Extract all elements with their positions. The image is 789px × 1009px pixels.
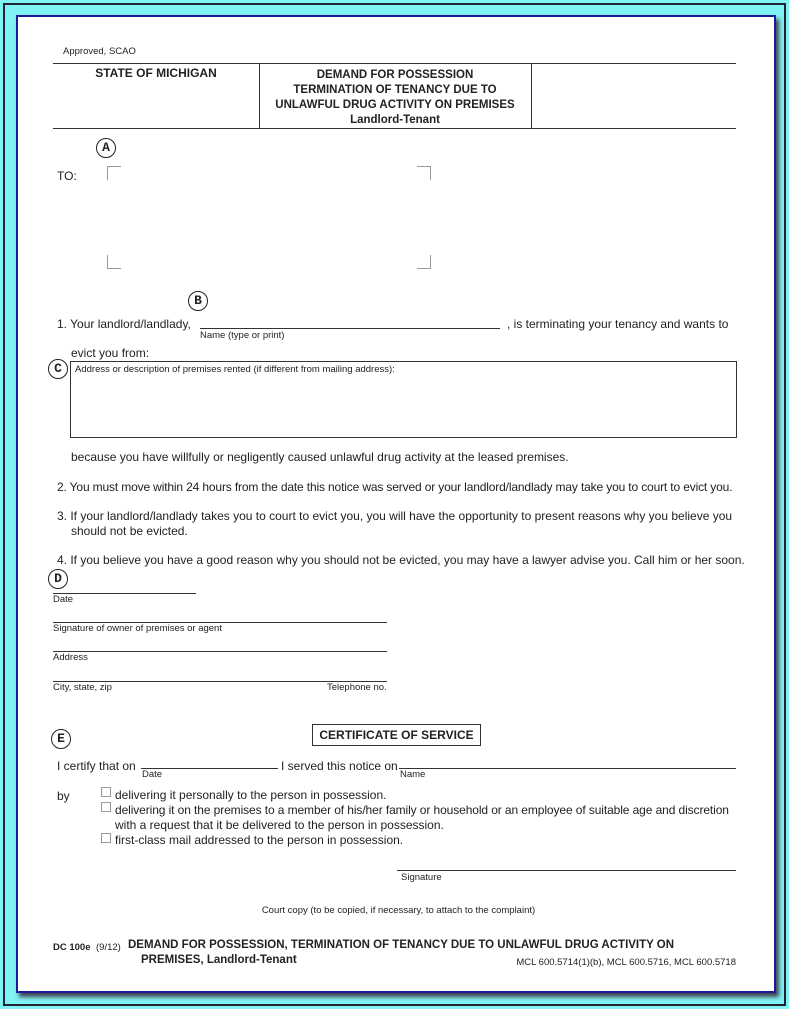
item1-text: 1. Your landlord/landlady,	[57, 317, 191, 331]
title-line: UNLAWFUL DRUG ACTIVITY ON PREMISES	[275, 99, 515, 111]
served-name-field[interactable]	[399, 768, 736, 769]
marker-b: B	[188, 291, 208, 311]
served-text: I served this notice on	[281, 759, 398, 773]
premises-field[interactable]	[70, 361, 737, 438]
item3-cont: should not be evicted.	[71, 524, 188, 538]
premises-label: Address or description of premises rented (if different from mailing address):	[75, 364, 395, 375]
telephone-label: Telephone no.	[327, 682, 387, 693]
date-field[interactable]	[53, 593, 196, 594]
address-bracket	[417, 255, 431, 269]
form-title	[259, 68, 531, 128]
title-line: DEMAND FOR POSSESSION	[316, 69, 474, 81]
footer-title: DEMAND FOR POSSESSION, TERMINATION OF TENANCY DUE TO UNLAWFUL DRUG ACTIVITY ON	[128, 939, 675, 951]
checkbox-personal[interactable]	[101, 787, 111, 797]
marker-c: C	[48, 359, 68, 379]
item1-cont: evict you from:	[71, 346, 150, 360]
address-field[interactable]	[53, 651, 387, 652]
court-copy-note: Court copy (to be copied, if necessary, to attach to the complaint)	[261, 905, 536, 916]
option-mail: first-class mail addressed to the person in possession.	[115, 833, 404, 847]
server-signature-label: Signature	[401, 872, 442, 883]
item1-suffix: , is terminating your tenancy and wants to	[507, 317, 729, 331]
checkbox-premises[interactable]	[101, 802, 111, 812]
certify-text: I certify that on	[57, 759, 136, 773]
title-line: TERMINATION OF TENANCY DUE TO	[293, 84, 497, 96]
option-premises: delivering it on the premises to a member of his/her family or household or an employee of suitable age and discretion	[115, 803, 729, 817]
service-date-label: Date	[142, 769, 163, 780]
item3-text: 3. If your landlord/landlady takes you to court to evict you, you will have the opportunity to present reasons why you believe you	[57, 509, 733, 523]
form-revision: (9/12)	[96, 942, 121, 953]
marker-d: D	[48, 569, 68, 589]
city-label: City, state, zip	[53, 682, 112, 693]
address-bracket	[417, 166, 431, 180]
marker-a: A	[96, 138, 116, 158]
divider	[53, 63, 736, 64]
server-signature-field[interactable]	[397, 870, 736, 871]
landlord-name-field[interactable]	[200, 328, 500, 329]
footer-title-cont: PREMISES, Landlord-Tenant	[141, 954, 297, 966]
title-line: Landlord-Tenant	[350, 114, 440, 126]
because-text: because you have willfully or negligently caused unlawful drug activity at the leased premises.	[71, 450, 569, 464]
approved-text: Approved, SCAO	[63, 46, 136, 57]
certificate-title: CERTIFICATE OF SERVICE	[312, 724, 481, 746]
to-label: TO:	[57, 169, 77, 183]
address-bracket	[107, 166, 121, 180]
mcl-citation: MCL 600.5714(1)(b), MCL 600.5716, MCL 600.5718	[516, 957, 736, 968]
checkbox-mail[interactable]	[101, 833, 111, 843]
signature-label: Signature of owner of premises or agent	[53, 623, 222, 634]
by-label: by	[57, 789, 70, 803]
state-name: STATE OF MICHIGAN	[95, 66, 217, 80]
option-premises-cont: with a request that it be delivered to the person in possession.	[115, 818, 444, 832]
form-number: DC 100e	[53, 942, 91, 953]
divider	[53, 128, 736, 129]
date-label: Date	[53, 594, 74, 605]
address-label: Address	[53, 652, 88, 663]
divider	[531, 63, 532, 128]
option-personal: delivering it personally to the person in possession.	[115, 788, 387, 802]
item2-text: 2. You must move within 24 hours from the date this notice was served or your landlord/landlady may take you to court to evict you.	[57, 480, 733, 494]
name-caption: Name (type or print)	[200, 330, 285, 341]
marker-e: E	[51, 729, 71, 749]
item4-text: 4. If you believe you have a good reason why you should not be evicted, you may have a lawyer advise you. Call him or her soon.	[57, 553, 745, 567]
address-bracket	[107, 255, 121, 269]
served-name-label: Name	[400, 769, 426, 780]
